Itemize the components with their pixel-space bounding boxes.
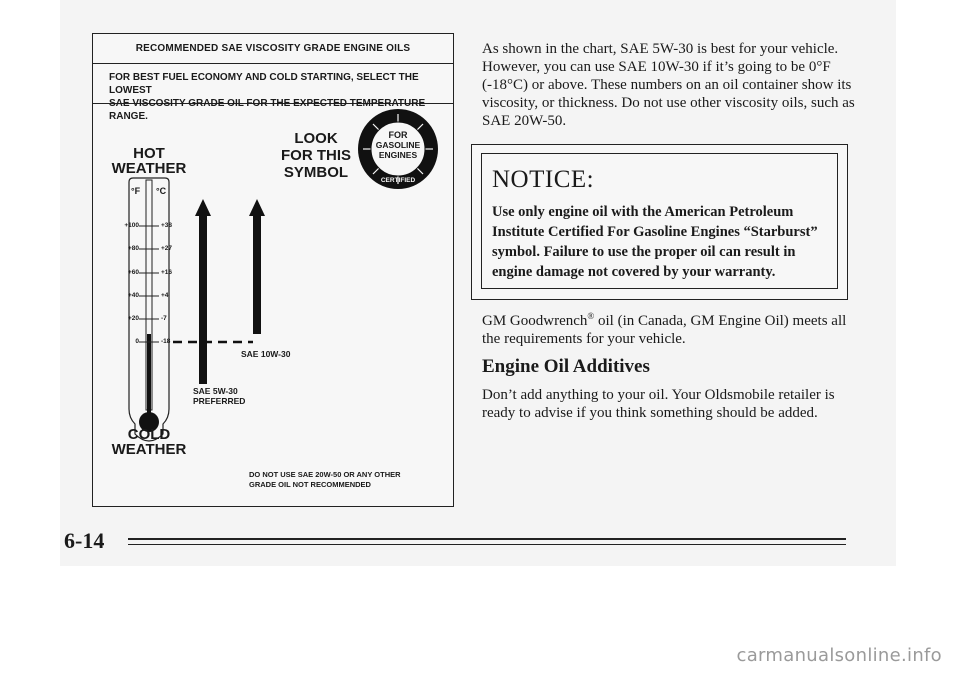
arrow-10w30 [249, 199, 265, 334]
notice-box [471, 144, 848, 300]
c-tick-27: +27 [161, 245, 173, 252]
section-heading: Engine Oil Additives [482, 356, 650, 377]
symbol-top-text: FOR [388, 130, 408, 140]
look-line2: FOR THIS [281, 147, 351, 164]
warning-line2: GRADE OIL NOT RECOMMENDED [249, 480, 371, 489]
c-tick-7: -7 [161, 315, 167, 322]
arrow-5w30 [195, 199, 211, 384]
viscosity-chart [92, 33, 454, 507]
f-tick-40: +40 [127, 292, 139, 299]
grade-5w30-line1: SAE 5W-30 [193, 386, 238, 396]
cold-label-line2: WEATHER [111, 441, 187, 458]
look-line3: SYMBOL [283, 164, 349, 181]
c-tick-18: -18 [161, 338, 171, 345]
unit-c: °C [156, 186, 167, 196]
cold-label-line1: COLD [127, 426, 171, 443]
look-line1: LOOK [294, 130, 338, 147]
chart-subtitle-line1: FOR BEST FUEL ECONOMY AND COLD STARTING, SELECT THE LOWEST [109, 72, 419, 96]
unit-f: °F [131, 186, 141, 196]
f-tick-80: +80 [127, 245, 139, 252]
page-number: 6-14 [64, 528, 105, 553]
watermark: carmanualsonline.info [736, 645, 942, 666]
symbol-mid2-text: ENGINES [378, 150, 418, 160]
intro-paragraph: As shown in the chart, SAE 5W-30 is best for your vehicle. However, you can use SAE 10W-30 if it’s going to be 0°F (-18°C) or above. These numbers on an oil container show its viscosity, or thickness. Do not use other viscosity oils, such as SAE 20W-50. [482, 41, 855, 129]
warning-line1: DO NOT USE SAE 20W-50 OR ANY OTHER [249, 470, 401, 479]
additives-paragraph: Don’t add anything to your oil. Your Oldsmobile retailer is ready to advise if you think something should be added. [482, 387, 835, 421]
hot-label-line1: HOT [133, 145, 165, 162]
symbol-bottom-text: CERTIFIED [380, 177, 416, 184]
c-tick-4: +4 [161, 292, 169, 299]
notice-inner [481, 153, 838, 289]
f-tick-0: 0 [135, 338, 139, 345]
footer-rule [128, 538, 846, 540]
f-tick-20: +20 [127, 315, 139, 322]
grade-10w30-label: SAE 10W-30 [241, 349, 291, 359]
symbol-mid1-text: GASOLINE [375, 140, 421, 150]
notice-title: NOTICE: [492, 166, 595, 193]
c-tick-16: +16 [161, 269, 173, 276]
f-tick-60: +60 [127, 269, 139, 276]
gm-goodwrench-paragraph [482, 312, 862, 348]
c-tick-38: +38 [161, 222, 173, 229]
chart-subtitle-line2: SAE VISCOSITY GRADE OIL FOR THE EXPECTED TEMPERATURE RANGE. [109, 98, 426, 122]
registered-mark: ® [587, 311, 595, 321]
thermometer-mercury [147, 334, 151, 418]
f-tick-100: +100 [124, 222, 139, 229]
hot-label-line2: WEATHER [111, 160, 187, 177]
gm-suffix: oil (in Canada, GM Engine Oil) meets all the requirements for your vehicle. [482, 313, 847, 347]
notice-body: Use only engine oil with the American Petroleum Institute Certified For Gasoline Engines “Starburst” symbol. Failure to use the proper oil can result in engine damage not covered by your warranty. [492, 204, 818, 280]
footer-rule-thin [128, 544, 846, 545]
chart-header-title: RECOMMENDED SAE VISCOSITY GRADE ENGINE OILS [93, 34, 453, 64]
gm-prefix: GM Goodwrench [482, 313, 588, 329]
grade-5w30-line2: PREFERRED [193, 396, 246, 406]
